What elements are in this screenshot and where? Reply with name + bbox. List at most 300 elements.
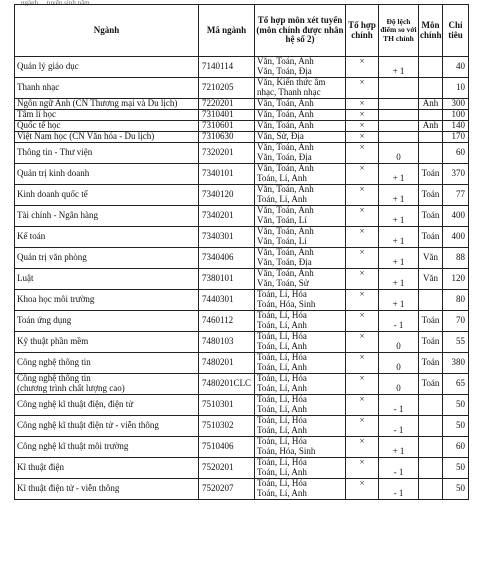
cell-ma-nganh (199, 437, 255, 458)
cell-nganh (15, 132, 199, 143)
cell-chi-tieu (443, 458, 469, 479)
cell-nganh-line: Quản trị văn phòng (17, 252, 87, 263)
cell-to-hop-line: Văn, Toán, Anh (257, 184, 314, 195)
table-row (15, 99, 469, 110)
cell-ma-nganh-line: 7480201CLC (202, 378, 252, 389)
cell-to-hop-chinh-line: × (359, 205, 365, 215)
cell-mon-chinh-line: Toán (421, 210, 440, 221)
cell-to-hop-chinh (346, 143, 379, 164)
cell-do-lech-line: - 1 (393, 488, 404, 499)
cell-mon-chinh (419, 57, 443, 78)
cell-ma-nganh (199, 458, 255, 479)
cell-ma-nganh-line: 7310401 (202, 109, 234, 120)
cell-chi-tieu-line: 60 (456, 441, 465, 452)
cell-ma-nganh-line: 7340406 (202, 252, 234, 263)
header-mon-chinh: Môn chính (419, 5, 443, 57)
cell-to-hop (255, 143, 346, 164)
cell-mon-chinh (419, 78, 443, 99)
cell-do-lech-line: + 1 (392, 194, 405, 205)
cell-do-lech (379, 99, 419, 110)
cell-to-hop-line: Toán, Lí, Anh (257, 362, 307, 372)
cell-to-hop-chinh (346, 164, 379, 185)
cell-to-hop-chinh (346, 416, 379, 437)
cell-to-hop-line: Văn, Toán, Anh (257, 120, 314, 131)
cell-nganh-line: Việt Nam học (CN Văn hóa - Du lịch) (17, 131, 155, 142)
cell-chi-tieu-line: 80 (456, 294, 465, 305)
cell-to-hop-chinh (346, 57, 379, 78)
cell-ma-nganh (199, 290, 255, 311)
cell-to-hop-chinh (346, 374, 379, 395)
cell-mon-chinh (419, 164, 443, 185)
cell-chi-tieu (443, 290, 469, 311)
cell-ma-nganh (199, 416, 255, 437)
cell-chi-tieu (443, 416, 469, 437)
cell-to-hop-chinh-line: × (359, 331, 365, 341)
cell-do-lech-line: - 1 (393, 425, 404, 436)
cell-to-hop-line: Văn, Toán, Anh (257, 205, 314, 216)
cell-to-hop-chinh-line: × (359, 56, 365, 66)
cell-mon-chinh-line: Toán (421, 315, 440, 326)
cell-do-lech-line: + 1 (392, 215, 405, 226)
cell-nganh (15, 110, 199, 121)
cell-to-hop-chinh-line: × (359, 77, 365, 87)
cell-to-hop-chinh-line: × (359, 289, 365, 299)
cell-nganh (15, 458, 199, 479)
cell-to-hop-chinh-line: × (359, 247, 365, 257)
cell-ma-nganh (199, 132, 255, 143)
cell-ma-nganh (199, 110, 255, 121)
cell-ma-nganh (199, 374, 255, 395)
cell-nganh-line: Thanh nhạc (17, 82, 60, 93)
cell-mon-chinh (419, 269, 443, 290)
cell-do-lech (379, 353, 419, 374)
cell-ma-nganh (199, 395, 255, 416)
cell-do-lech-line: 0 (396, 383, 401, 394)
cell-nganh (15, 374, 199, 395)
table-row (15, 269, 469, 290)
cell-nganh (15, 227, 199, 248)
cell-ma-nganh-line: 7480103 (202, 336, 234, 347)
cell-nganh-line: Tài chính - Ngân hàng (17, 210, 98, 221)
cell-to-hop (255, 374, 346, 395)
cell-do-lech (379, 269, 419, 290)
table-row (15, 164, 469, 185)
cell-to-hop-chinh-line: × (359, 352, 365, 362)
cell-do-lech (379, 479, 419, 500)
cell-to-hop (255, 269, 346, 290)
cell-to-hop-chinh (346, 99, 379, 110)
cell-do-lech (379, 121, 419, 132)
cell-nganh-line: Ngôn ngữ Anh (CN Thương mại và Du lịch) (17, 98, 178, 109)
cell-to-hop-chinh-line: × (359, 163, 365, 173)
cell-to-hop-line: Toán, Hóa, Sinh (257, 446, 316, 456)
cell-ma-nganh (199, 206, 255, 227)
cell-chi-tieu-line: 50 (456, 483, 465, 494)
header-row (15, 5, 469, 57)
cell-to-hop (255, 311, 346, 332)
cell-chi-tieu-line: 70 (456, 315, 465, 326)
cell-to-hop (255, 121, 346, 132)
cell-chi-tieu (443, 164, 469, 185)
cell-chi-tieu-line: 88 (456, 252, 465, 263)
cell-nganh-line: Khoa học môi trường (17, 294, 95, 305)
cell-ma-nganh-line: 7440301 (202, 294, 234, 305)
cell-nganh-line: Kỹ thuật phần mềm (17, 336, 89, 347)
cell-nganh-line: Kĩ thuật điện (17, 462, 64, 473)
cell-do-lech-line: + 1 (392, 173, 405, 184)
cell-to-hop-line: Văn, Toán, Địa (257, 66, 312, 76)
cell-chi-tieu (443, 479, 469, 500)
cell-nganh-line: Công nghệ kĩ thuật môi trường (17, 441, 129, 452)
cell-chi-tieu (443, 57, 469, 78)
cell-do-lech-line: + 1 (392, 278, 405, 289)
cell-nganh-line: Tâm lí học (17, 109, 56, 120)
cell-do-lech-line: + 1 (392, 257, 405, 268)
cell-nganh (15, 78, 199, 99)
cell-do-lech-line: 0 (396, 152, 401, 163)
cell-ma-nganh (199, 99, 255, 110)
cell-to-hop-line: Toán, Hóa, Sinh (257, 299, 316, 309)
cell-nganh (15, 437, 199, 458)
cell-to-hop-chinh-line: × (359, 373, 365, 383)
cell-to-hop-line: Văn, Toán, Anh (257, 226, 314, 237)
cell-nganh (15, 269, 199, 290)
cell-to-hop-line: nhạc, Thanh nhạc (257, 87, 321, 97)
cell-chi-tieu (443, 311, 469, 332)
cell-chi-tieu-line: 300 (451, 98, 465, 109)
cell-to-hop (255, 353, 346, 374)
cell-to-hop-line: Toán, Lí, Hóa (257, 331, 307, 342)
cell-to-hop-line: Văn, Toán, Địa (257, 257, 312, 267)
cell-to-hop-line: Văn, Toán, Lí (257, 215, 307, 225)
cell-to-hop-chinh-line: × (359, 478, 365, 488)
cell-ma-nganh-line: 7340301 (202, 231, 234, 242)
table-row (15, 57, 469, 78)
cell-do-lech-line: + 1 (392, 299, 405, 310)
table-row (15, 311, 469, 332)
table-row (15, 248, 469, 269)
table-row (15, 143, 469, 164)
cell-chi-tieu (443, 248, 469, 269)
cell-to-hop-chinh (346, 110, 379, 121)
cell-mon-chinh-line: Toán (421, 357, 440, 368)
cell-nganh-line: Quốc tế học (17, 120, 61, 131)
cell-ma-nganh-line: 7210205 (202, 82, 234, 93)
cell-mon-chinh (419, 395, 443, 416)
cell-chi-tieu-line: 370 (451, 168, 465, 179)
cell-to-hop-line: Toán, Lí, Hóa (257, 352, 307, 363)
cell-to-hop (255, 416, 346, 437)
cell-nganh-line: Công nghệ thông tin (17, 373, 91, 384)
header-nganh: Ngành (15, 5, 199, 57)
header-ma-nganh: Mã ngành (199, 5, 255, 57)
cell-to-hop (255, 57, 346, 78)
cell-ma-nganh (199, 332, 255, 353)
cell-do-lech (379, 206, 419, 227)
cell-chi-tieu (443, 269, 469, 290)
cell-nganh (15, 416, 199, 437)
cell-to-hop-chinh (346, 458, 379, 479)
cell-to-hop-line: Toán, Lí, Anh (257, 341, 307, 351)
cell-do-lech-line: + 1 (392, 66, 405, 77)
table-row (15, 458, 469, 479)
cell-nganh (15, 121, 199, 132)
cell-to-hop-chinh-line: × (359, 268, 365, 278)
cell-nganh-line: Thông tin - Thư viện (17, 147, 93, 158)
cell-to-hop-chinh-line: × (359, 131, 365, 142)
cell-chi-tieu-line: 65 (456, 378, 465, 389)
cell-nganh (15, 206, 199, 227)
cell-mon-chinh (419, 458, 443, 479)
cell-chi-tieu-line: 10 (456, 82, 465, 93)
cell-mon-chinh (419, 185, 443, 206)
cell-mon-chinh-line: Văn (423, 252, 438, 263)
cell-to-hop-line: Văn, Toán, Lí (257, 236, 307, 246)
cell-to-hop-chinh (346, 78, 379, 99)
cell-mon-chinh (419, 311, 443, 332)
cell-chi-tieu (443, 395, 469, 416)
cell-to-hop-line: Văn, Toán, Sử (257, 278, 309, 288)
cell-to-hop-chinh (346, 311, 379, 332)
cell-ma-nganh-line: 7220201 (202, 98, 234, 109)
cell-to-hop (255, 185, 346, 206)
header-chi-tieu: Chỉ tiêu (443, 5, 469, 57)
header-do-lech: Độ lệch điểm so với TH chính (379, 5, 419, 57)
cell-do-lech (379, 332, 419, 353)
cell-to-hop-line: Toán, Lí, Anh (257, 488, 307, 498)
cell-do-lech (379, 57, 419, 78)
table-row (15, 290, 469, 311)
cell-to-hop-line: Toán, Lí, Anh (257, 173, 307, 183)
cell-to-hop-line: Toán, Lí, Hóa (257, 478, 307, 489)
cell-mon-chinh (419, 479, 443, 500)
table-row (15, 78, 469, 99)
cell-to-hop-line: Văn, Toán, Anh (257, 268, 314, 279)
cell-chi-tieu (443, 437, 469, 458)
cell-do-lech (379, 132, 419, 143)
table-row (15, 227, 469, 248)
cell-to-hop-line: Toán, Lí, Anh (257, 425, 307, 435)
cell-nganh (15, 311, 199, 332)
cell-do-lech (379, 416, 419, 437)
table-row (15, 206, 469, 227)
cell-to-hop-chinh (346, 132, 379, 143)
cell-to-hop-chinh (346, 227, 379, 248)
cell-ma-nganh-line: 7340120 (202, 189, 234, 200)
cell-to-hop-line: Toán, Lí, Anh (257, 383, 307, 393)
cell-nganh (15, 143, 199, 164)
cell-to-hop-line: Văn, Toán, Anh (257, 98, 314, 109)
cell-to-hop-chinh-line: × (359, 310, 365, 320)
cell-to-hop-chinh (346, 332, 379, 353)
cell-to-hop (255, 290, 346, 311)
cell-to-hop-line: Văn, Toán, Anh (257, 56, 314, 67)
table-row (15, 132, 469, 143)
cell-nganh-line: Kinh doanh quốc tế (17, 189, 88, 200)
cell-to-hop (255, 437, 346, 458)
cell-to-hop (255, 206, 346, 227)
cell-chi-tieu-line: 40 (456, 61, 465, 72)
table-row (15, 121, 469, 132)
cell-to-hop-line: Toán, Lí, Anh (257, 320, 307, 330)
cell-do-lech-line: 0 (396, 362, 401, 373)
cell-mon-chinh (419, 353, 443, 374)
cell-nganh (15, 353, 199, 374)
cell-to-hop (255, 395, 346, 416)
cell-do-lech (379, 110, 419, 121)
cell-ma-nganh (199, 78, 255, 99)
cell-do-lech (379, 290, 419, 311)
cell-ma-nganh-line: 7460112 (202, 315, 234, 326)
cell-nganh-line: Công nghệ kĩ thuật điện, điện tử (17, 399, 134, 410)
cell-to-hop-line: Toán, Lí, Anh (257, 467, 307, 477)
cell-chi-tieu (443, 332, 469, 353)
cell-mon-chinh (419, 99, 443, 110)
admission-table (14, 4, 469, 500)
cell-do-lech-line: - 1 (393, 320, 404, 331)
cell-chi-tieu-line: 50 (456, 399, 465, 410)
cell-do-lech (379, 374, 419, 395)
cell-to-hop-chinh-line: × (359, 226, 365, 236)
cell-do-lech (379, 248, 419, 269)
cell-to-hop-chinh (346, 248, 379, 269)
cell-to-hop-chinh-line: × (359, 142, 365, 152)
cell-ma-nganh (199, 121, 255, 132)
cell-ma-nganh (199, 185, 255, 206)
cell-ma-nganh-line: 7380101 (202, 273, 234, 284)
cell-do-lech-line: - 1 (393, 467, 404, 478)
cell-mon-chinh (419, 132, 443, 143)
cell-to-hop-chinh-line: × (359, 184, 365, 194)
cell-mon-chinh-line: Toán (421, 336, 440, 347)
cell-to-hop-chinh-line: × (359, 415, 365, 425)
cell-to-hop-line: Toán, Lí, Hóa (257, 415, 307, 426)
cell-chi-tieu-line: 120 (451, 273, 465, 284)
cell-ma-nganh-line: 7340101 (202, 168, 234, 179)
cell-chi-tieu-line: 400 (451, 210, 465, 221)
cell-to-hop-chinh (346, 353, 379, 374)
cell-to-hop-chinh (346, 395, 379, 416)
cell-chi-tieu (443, 374, 469, 395)
cell-nganh (15, 99, 199, 110)
cell-to-hop (255, 479, 346, 500)
cell-to-hop-chinh-line: × (359, 120, 365, 131)
table-row (15, 185, 469, 206)
cell-to-hop-chinh-line: × (359, 98, 365, 109)
cell-chi-tieu-line: 100 (451, 109, 465, 120)
cell-to-hop (255, 164, 346, 185)
cell-do-lech (379, 227, 419, 248)
cell-chi-tieu (443, 227, 469, 248)
cell-to-hop (255, 132, 346, 143)
cell-to-hop (255, 78, 346, 99)
cell-to-hop (255, 332, 346, 353)
cell-do-lech (379, 164, 419, 185)
cell-to-hop-line: Văn, Toán, Anh (257, 109, 314, 120)
cell-mon-chinh-line: Toán (421, 168, 440, 179)
cell-mon-chinh-line: Văn (423, 273, 438, 284)
table-row (15, 374, 469, 395)
cell-ma-nganh (199, 248, 255, 269)
cell-to-hop-chinh (346, 437, 379, 458)
cell-to-hop-chinh (346, 206, 379, 227)
cell-nganh-line: Kĩ thuật điện tử - viễn thông (17, 483, 120, 494)
cell-nganh-line: Quản lý giáo dục (17, 61, 79, 72)
cell-to-hop-line: Văn, Kiến thức âm (257, 77, 326, 88)
table-row (15, 416, 469, 437)
cell-to-hop (255, 110, 346, 121)
table-row (15, 332, 469, 353)
cell-chi-tieu-line: 400 (451, 231, 465, 242)
cell-to-hop-chinh (346, 269, 379, 290)
cell-to-hop-chinh (346, 185, 379, 206)
cell-do-lech (379, 458, 419, 479)
cell-ma-nganh-line: 7520201 (202, 462, 234, 473)
cell-chi-tieu-line: 55 (456, 336, 465, 347)
cell-ma-nganh (199, 479, 255, 500)
header-to-hop-chinh: Tổ hợp chính (346, 5, 379, 57)
cell-nganh (15, 395, 199, 416)
cell-ma-nganh-line: 7340201 (202, 210, 234, 221)
cell-mon-chinh (419, 121, 443, 132)
cell-mon-chinh (419, 416, 443, 437)
cell-mon-chinh (419, 374, 443, 395)
cell-to-hop (255, 248, 346, 269)
cell-ma-nganh-line: 7510302 (202, 420, 234, 431)
cell-to-hop-line: Toán, Lí, Hóa (257, 457, 307, 468)
cell-chi-tieu (443, 185, 469, 206)
cell-to-hop-line: Toán, Lí, Hóa (257, 310, 307, 321)
cell-ma-nganh-line: 7140114 (202, 61, 234, 72)
cell-nganh (15, 185, 199, 206)
cell-mon-chinh (419, 227, 443, 248)
cell-do-lech (379, 185, 419, 206)
cell-to-hop-line: Toán, Lí, Anh (257, 194, 307, 204)
cell-to-hop-chinh (346, 121, 379, 132)
cell-ma-nganh (199, 311, 255, 332)
header-to-hop: Tổ hợp môn xét tuyển (môn chính được nhân hệ số 2) (255, 5, 346, 57)
cell-chi-tieu (443, 143, 469, 164)
cell-nganh (15, 248, 199, 269)
cell-chi-tieu (443, 121, 469, 132)
cell-chi-tieu-line: 77 (456, 189, 465, 200)
cell-mon-chinh-line: Anh (422, 98, 439, 109)
cell-ma-nganh (199, 143, 255, 164)
cell-chi-tieu-line: 380 (451, 357, 465, 368)
cell-ma-nganh-line: 7310601 (202, 120, 234, 131)
top-cropped-text: ... ngành ... tuyển sinh năm ... (14, 0, 97, 6)
cell-to-hop-line: Văn, Toán, Anh (257, 247, 314, 258)
table-row (15, 395, 469, 416)
cell-mon-chinh-line: Toán (421, 189, 440, 200)
cell-mon-chinh (419, 332, 443, 353)
cell-nganh-line: Công nghệ kĩ thuật điện tử - viễn thông (17, 420, 159, 431)
cell-ma-nganh (199, 353, 255, 374)
cell-do-lech (379, 78, 419, 99)
cell-mon-chinh-line: Anh (422, 120, 439, 131)
table-row (15, 479, 469, 500)
cell-do-lech-line: 0 (396, 341, 401, 352)
cell-nganh-line: Công nghệ thông tin (17, 357, 91, 368)
cell-chi-tieu-line: 170 (451, 131, 465, 142)
cell-do-lech (379, 395, 419, 416)
cell-chi-tieu-line: 140 (451, 120, 465, 131)
cell-nganh-line: (chương trình chất lượng cao) (17, 383, 125, 393)
cell-nganh (15, 57, 199, 78)
cell-nganh-line: Luật (17, 273, 34, 284)
cell-to-hop-line: Văn, Sử, Địa (257, 131, 304, 142)
cell-to-hop (255, 227, 346, 248)
